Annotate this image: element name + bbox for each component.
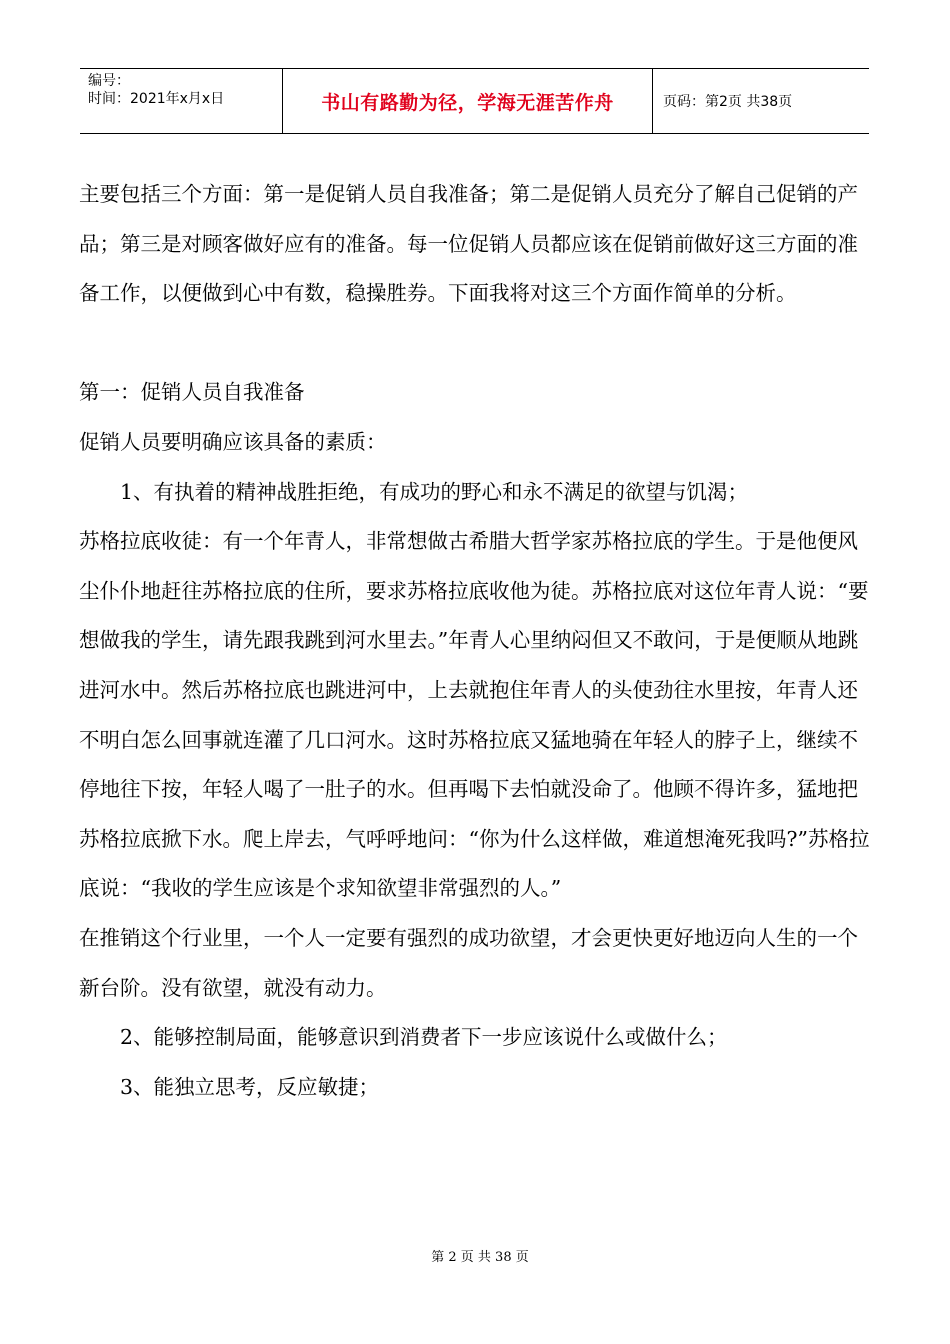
quality-item-2: 2、能够控制局面，能够意识到消费者下一步应该说什么或做什么；	[120, 1025, 728, 1050]
spacer	[79, 319, 874, 369]
document-body	[79, 170, 874, 1112]
header-meta	[80, 69, 282, 133]
quality-item-3: 3、能独立思考，反应敏捷；	[120, 1074, 380, 1099]
header-motto: 书山有路勤为径，学海无涯苦作舟	[282, 69, 653, 133]
page-footer: 第 2 页 共 38 页	[431, 1250, 529, 1265]
quality-item-1: 1、有执着的精神战胜拒绝，有成功的野心和永不满足的欲望与饥渴；	[120, 479, 749, 504]
story-paragraph: 苏格拉底收徒：有一个年青人，非常想做古希腊大哲学家苏格拉底的学生。于是他便风尘仆仆地赶往苏格拉底的住所，要求苏格拉底收他为徒。苏格拉底对这位年青人说：“要想做我的学生，请先跟我跳到河水里去。”年青人心里纳闷但又不敢问，于是便顺从地跳进河水中。然后苏格拉底也跳进河中，上去就抱住年青人的头使劲往水里按，年青人还不明白怎么回事就连灌了几口河水。这时苏格拉底又猛地骑在年轻人的脖子上，继续不停地往下按，年轻人喝了一肚子的水。但再喝下去怕就没命了。他顾不得许多，猛地把苏格拉底掀下水。爬上岸去，气呼呼地问：“你为什么这样做，难道想淹死我吗?”苏格拉底说：“我收的学生应该是个求知欲望非常强烈的人。”	[79, 529, 870, 901]
header-date: 时间：2021年x月x日	[88, 91, 225, 107]
section-title: 第一：促销人员自我准备	[79, 380, 305, 405]
page-header	[80, 68, 869, 134]
conclusion-paragraph: 在推销这个行业里，一个人一定要有强烈的成功欲望，才会更快更好地迈向人生的一个新台阶。没有欲望，就没有动力。	[79, 925, 858, 1000]
intro-paragraph: 主要包括三个方面：第一是促销人员自我准备；第二是促销人员充分了解自己促销的产品；第三是对顾客做好应有的准备。每一位促销人员都应该在促销前做好这三方面的准备工作，以便做到心中有数，稳操胜券。下面我将对这三个方面作简单的分析。	[79, 182, 858, 306]
header-page-info: 页码：第2页 共38页	[663, 94, 793, 110]
qualities-lead: 促销人员要明确应该具备的素质：	[79, 429, 387, 454]
header-number: 编号：	[88, 73, 130, 89]
